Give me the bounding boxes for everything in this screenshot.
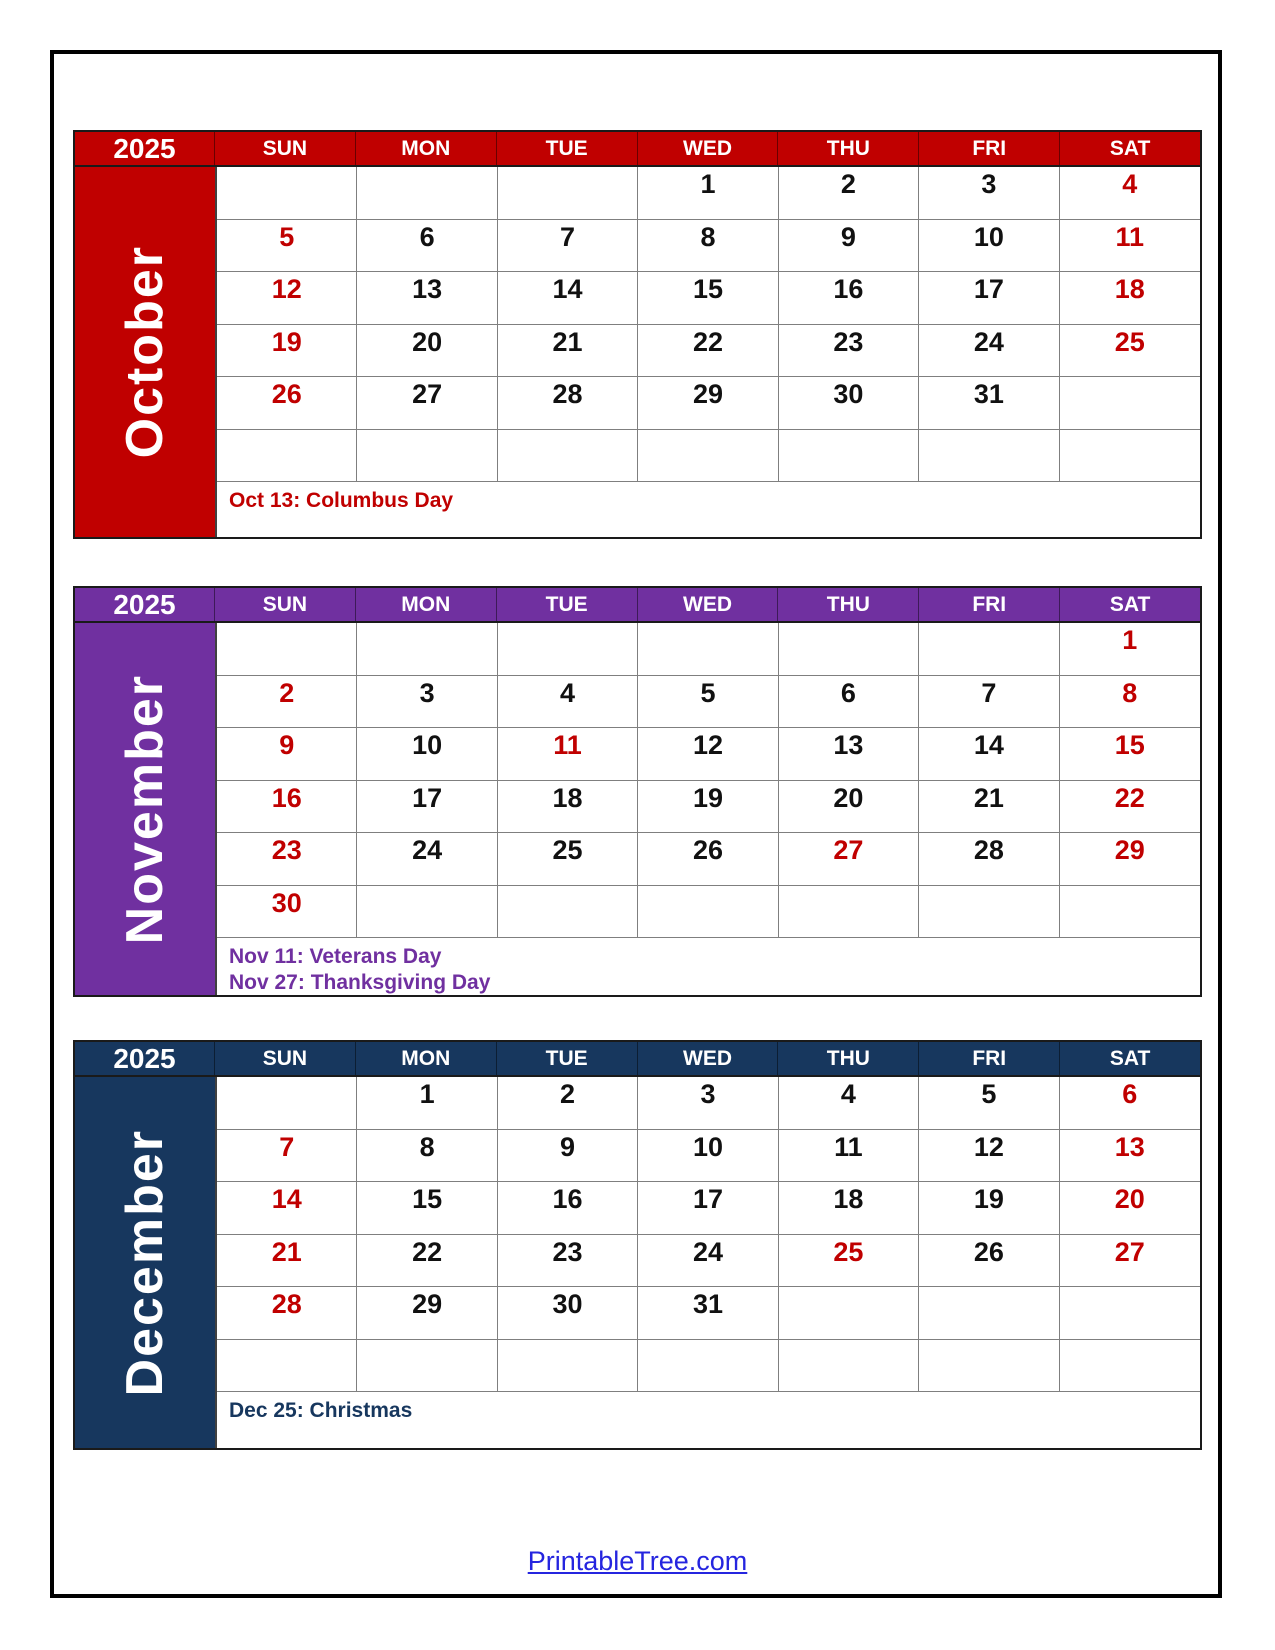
- date-cell-empty: [638, 1340, 778, 1393]
- date-cell-october-30: 30: [779, 377, 919, 430]
- date-cell-november-30: 30: [217, 886, 357, 939]
- date-cell-october-18: 18: [1060, 272, 1200, 325]
- date-cell-october-8: 8: [638, 220, 778, 273]
- date-cell-october-14: 14: [498, 272, 638, 325]
- month-label-sidebar: [75, 167, 215, 537]
- date-cell-october-21: 21: [498, 325, 638, 378]
- date-cell-empty: [217, 430, 357, 483]
- date-cell-empty: [919, 886, 1059, 939]
- holiday-note: Nov 27: Thanksgiving Day: [229, 971, 491, 994]
- date-cell-december-18: 18: [779, 1182, 919, 1235]
- date-cell-october-5: 5: [217, 220, 357, 273]
- date-cell-empty: [217, 1077, 357, 1130]
- date-cell-november-1: 1: [1060, 623, 1200, 676]
- date-cell-december-5: 5: [919, 1077, 1059, 1130]
- year-label: 2025: [75, 132, 215, 165]
- date-cell-december-26: 26: [919, 1235, 1059, 1288]
- dow-header-wed: WED: [638, 588, 779, 621]
- month-name-label: December: [116, 1128, 174, 1397]
- date-cell-december-23: 23: [498, 1235, 638, 1288]
- date-cell-december-20: 20: [1060, 1182, 1200, 1235]
- date-cell-november-10: 10: [357, 728, 497, 781]
- date-cell-december-9: 9: [498, 1130, 638, 1183]
- date-cell-november-16: 16: [217, 781, 357, 834]
- date-cell-december-6: 6: [1060, 1077, 1200, 1130]
- date-cell-november-9: 9: [217, 728, 357, 781]
- date-cell-december-24: 24: [638, 1235, 778, 1288]
- date-cell-november-19: 19: [638, 781, 778, 834]
- holiday-notes: [217, 1392, 1200, 1448]
- date-cell-empty: [217, 623, 357, 676]
- dow-header-sat: SAT: [1109, 137, 1151, 160]
- date-cell-december-2: 2: [498, 1077, 638, 1130]
- dow-header-fri: FRI: [919, 588, 1060, 621]
- date-cell-december-8: 8: [357, 1130, 497, 1183]
- dow-header-wed: WED: [638, 1042, 779, 1075]
- date-cell-october-31: 31: [919, 377, 1059, 430]
- date-cell-empty: [638, 623, 778, 676]
- date-cell-november-18: 18: [498, 781, 638, 834]
- date-cell-november-2: 2: [217, 676, 357, 729]
- dow-header-thu: THU: [778, 1042, 919, 1075]
- date-cell-empty: [498, 886, 638, 939]
- date-cell-december-25: 25: [779, 1235, 919, 1288]
- month-calendar-december: [73, 1040, 1202, 1450]
- month-name-label: November: [116, 673, 174, 945]
- date-cell-october-20: 20: [357, 325, 497, 378]
- date-cell-december-31: 31: [638, 1287, 778, 1340]
- year-label: 2025: [75, 588, 215, 621]
- date-cell-empty: [779, 886, 919, 939]
- month-body: [75, 1077, 1200, 1448]
- date-cell-empty: [498, 430, 638, 483]
- dow-header-sun: SUN: [215, 588, 356, 621]
- date-cell-november-17: 17: [357, 781, 497, 834]
- date-cell-november-21: 21: [919, 781, 1059, 834]
- date-cell-december-12: 12: [919, 1130, 1059, 1183]
- date-cell-november-26: 26: [638, 833, 778, 886]
- date-cell-october-11: 11: [1060, 220, 1200, 273]
- dow-header-fri: FRI: [919, 132, 1060, 165]
- date-cell-empty: [779, 623, 919, 676]
- date-cell-empty: [919, 1287, 1059, 1340]
- year-label: 2025: [75, 1042, 215, 1075]
- date-cell-december-15: 15: [357, 1182, 497, 1235]
- date-cell-empty: [638, 886, 778, 939]
- date-cell-october-29: 29: [638, 377, 778, 430]
- date-cell-october-23: 23: [779, 325, 919, 378]
- date-cell-empty: [357, 430, 497, 483]
- date-cell-december-16: 16: [498, 1182, 638, 1235]
- date-cell-december-27: 27: [1060, 1235, 1200, 1288]
- date-cell-empty: [779, 1340, 919, 1393]
- month-label-sidebar: [75, 623, 215, 995]
- date-cell-empty: [919, 430, 1059, 483]
- date-cell-empty: [357, 167, 497, 220]
- date-cell-december-4: 4: [779, 1077, 919, 1130]
- month-name-label: October: [116, 245, 174, 459]
- date-cell-empty: [217, 167, 357, 220]
- date-cell-october-2: 2: [779, 167, 919, 220]
- date-cell-november-22: 22: [1060, 781, 1200, 834]
- date-cell-november-4: 4: [498, 676, 638, 729]
- date-cell-empty: [1060, 886, 1200, 939]
- date-cell-december-3: 3: [638, 1077, 778, 1130]
- dow-header-sat: SAT: [1109, 1047, 1151, 1070]
- dow-header-mon: MON: [356, 1042, 497, 1075]
- date-cell-october-9: 9: [779, 220, 919, 273]
- month-grid-area: [215, 623, 1200, 995]
- date-cell-empty: [1060, 1340, 1200, 1393]
- date-cell-december-17: 17: [638, 1182, 778, 1235]
- date-cell-empty: [1060, 377, 1200, 430]
- date-cell-october-13: 13: [357, 272, 497, 325]
- date-cell-empty: [217, 1340, 357, 1393]
- holiday-notes: [217, 482, 1200, 537]
- dow-header-sat: SAT: [1109, 593, 1151, 616]
- holiday-notes: [217, 938, 1200, 995]
- date-cell-october-12: 12: [217, 272, 357, 325]
- month-body: [75, 623, 1200, 995]
- date-cell-empty: [919, 623, 1059, 676]
- date-cell-december-11: 11: [779, 1130, 919, 1183]
- holiday-note: Dec 25: Christmas: [229, 1399, 413, 1422]
- date-cell-december-1: 1: [357, 1077, 497, 1130]
- date-cell-december-13: 13: [1060, 1130, 1200, 1183]
- date-cell-november-6: 6: [779, 676, 919, 729]
- date-cell-november-8: 8: [1060, 676, 1200, 729]
- date-cell-november-12: 12: [638, 728, 778, 781]
- date-cell-november-29: 29: [1060, 833, 1200, 886]
- date-cell-november-25: 25: [498, 833, 638, 886]
- date-cell-november-27: 27: [779, 833, 919, 886]
- dow-header-sun: SUN: [215, 1042, 356, 1075]
- month-header-row: [75, 588, 1200, 623]
- date-cell-november-13: 13: [779, 728, 919, 781]
- dow-header-thu: THU: [778, 132, 919, 165]
- date-cell-december-19: 19: [919, 1182, 1059, 1235]
- date-cell-empty: [357, 886, 497, 939]
- date-cell-empty: [498, 1340, 638, 1393]
- dow-header-tue: TUE: [497, 588, 638, 621]
- date-cell-november-11: 11: [498, 728, 638, 781]
- date-cell-december-29: 29: [357, 1287, 497, 1340]
- date-cell-empty: [638, 430, 778, 483]
- date-cell-october-1: 1: [638, 167, 778, 220]
- date-cell-october-17: 17: [919, 272, 1059, 325]
- date-cell-october-10: 10: [919, 220, 1059, 273]
- date-cell-november-5: 5: [638, 676, 778, 729]
- dow-header-tue: TUE: [497, 1042, 638, 1075]
- date-grid: [217, 167, 1200, 482]
- dow-header-thu: THU: [778, 588, 919, 621]
- date-cell-october-15: 15: [638, 272, 778, 325]
- date-cell-empty: [357, 623, 497, 676]
- date-cell-empty: [498, 167, 638, 220]
- date-cell-october-28: 28: [498, 377, 638, 430]
- date-cell-december-22: 22: [357, 1235, 497, 1288]
- month-calendar-october: [73, 130, 1202, 539]
- month-grid-area: [215, 167, 1200, 537]
- date-cell-october-26: 26: [217, 377, 357, 430]
- date-cell-empty: [357, 1340, 497, 1393]
- date-cell-october-6: 6: [357, 220, 497, 273]
- dow-header-wed: WED: [638, 132, 779, 165]
- date-cell-october-22: 22: [638, 325, 778, 378]
- date-cell-empty: [779, 430, 919, 483]
- date-cell-december-10: 10: [638, 1130, 778, 1183]
- date-cell-october-3: 3: [919, 167, 1059, 220]
- footer-link[interactable]: PrintableTree.com: [527, 1546, 748, 1576]
- date-cell-november-15: 15: [1060, 728, 1200, 781]
- dow-header-tue: TUE: [497, 132, 638, 165]
- month-header-row: [75, 132, 1200, 167]
- date-cell-october-7: 7: [498, 220, 638, 273]
- dow-header-mon: MON: [356, 132, 497, 165]
- date-cell-december-21: 21: [217, 1235, 357, 1288]
- date-cell-november-7: 7: [919, 676, 1059, 729]
- date-cell-october-16: 16: [779, 272, 919, 325]
- date-cell-november-14: 14: [919, 728, 1059, 781]
- dow-header-mon: MON: [356, 588, 497, 621]
- month-label-sidebar: [75, 1077, 215, 1448]
- date-grid: [217, 1077, 1200, 1392]
- date-cell-november-3: 3: [357, 676, 497, 729]
- date-cell-november-28: 28: [919, 833, 1059, 886]
- date-grid: [217, 623, 1200, 938]
- date-cell-december-30: 30: [498, 1287, 638, 1340]
- month-header-row: [75, 1042, 1200, 1077]
- holiday-note: Oct 13: Columbus Day: [229, 489, 454, 512]
- date-cell-october-25: 25: [1060, 325, 1200, 378]
- date-cell-empty: [1060, 430, 1200, 483]
- date-cell-october-19: 19: [217, 325, 357, 378]
- date-cell-october-24: 24: [919, 325, 1059, 378]
- date-cell-november-24: 24: [357, 833, 497, 886]
- date-cell-november-23: 23: [217, 833, 357, 886]
- dow-header-fri: FRI: [919, 1042, 1060, 1075]
- date-cell-empty: [919, 1340, 1059, 1393]
- holiday-note: Nov 11: Veterans Day: [229, 945, 442, 968]
- date-cell-december-28: 28: [217, 1287, 357, 1340]
- date-cell-october-27: 27: [357, 377, 497, 430]
- date-cell-empty: [498, 623, 638, 676]
- month-calendar-november: [73, 586, 1202, 997]
- date-cell-october-4: 4: [1060, 167, 1200, 220]
- date-cell-november-20: 20: [779, 781, 919, 834]
- month-body: [75, 167, 1200, 537]
- month-grid-area: [215, 1077, 1200, 1448]
- date-cell-december-7: 7: [217, 1130, 357, 1183]
- dow-header-sun: SUN: [215, 132, 356, 165]
- date-cell-empty: [1060, 1287, 1200, 1340]
- date-cell-empty: [779, 1287, 919, 1340]
- date-cell-december-14: 14: [217, 1182, 357, 1235]
